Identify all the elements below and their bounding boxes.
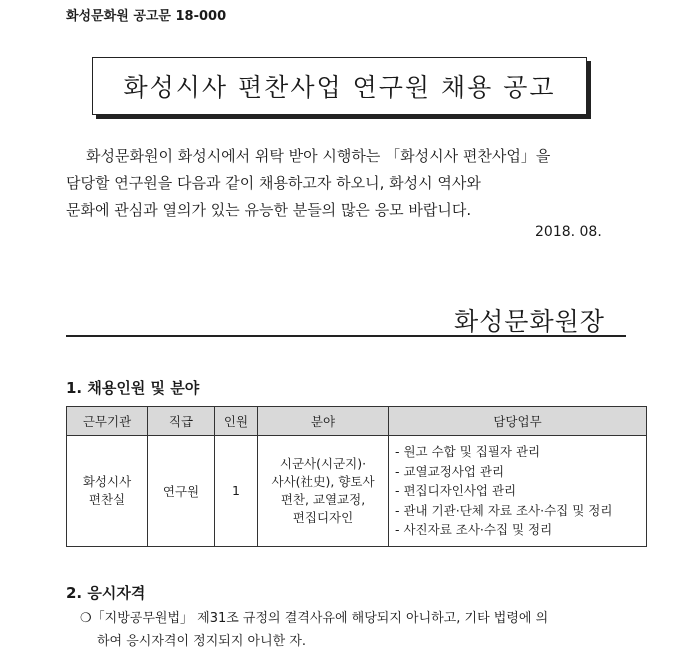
table-header-row: [67, 407, 647, 436]
duty-item: - 편집디자인사업 관리: [395, 483, 517, 498]
field-line: 편찬, 교열교정,: [280, 491, 366, 507]
eligibility-text: [80, 607, 640, 653]
header-field: 분야: [258, 407, 389, 436]
field-line: 편집디자인: [292, 509, 354, 525]
org-line: 편찬실: [88, 491, 126, 507]
doc-number: 화성문화원 공고문 18-000: [66, 9, 227, 24]
eligibility-line: [80, 607, 640, 630]
cell-count: 1: [215, 436, 258, 547]
page-title: 화성시사 편찬사업 연구원 채용 공고: [123, 73, 556, 102]
eligibility-line: 하여 응시자격이 정지되지 아니한 자.: [97, 634, 307, 649]
cell-duties: [389, 436, 647, 547]
intro-line: 담당할 연구원을 다음과 같이 채용하고자 하오니, 화성시 역사와: [66, 174, 481, 192]
header-org: 근무기관: [67, 407, 148, 436]
duty-item: - 교열교정사업 관리: [395, 463, 505, 479]
cell-field: [258, 436, 389, 547]
issuer-name: 화성문화원장: [454, 307, 605, 336]
duty-item: - 원고 수합 및 집필자 관리: [395, 444, 541, 459]
eligibility-line-text: 「지방공무원법」 제31조 규정의 결격사유에 해당되지 아니하고, 기타 법령에 의: [91, 611, 549, 626]
section-heading-eligibility: 2. 응시자격: [66, 584, 146, 602]
header-duties: 담당업무: [389, 407, 647, 436]
field-line: 사사(社史), 향토사: [271, 473, 375, 489]
table-row: [67, 436, 647, 547]
field-line: 시군사(시군지)·: [279, 455, 367, 471]
org-line: 화성시사: [82, 473, 132, 489]
intro-line: 문화에 관심과 열의가 있는 유능한 분들의 많은 응모 바랍니다.: [66, 201, 472, 219]
issuer-rule: [66, 335, 626, 337]
header-rank: 직급: [148, 407, 215, 436]
header-count: 인원: [215, 407, 258, 436]
cell-org: [67, 436, 148, 547]
section-heading-recruitment: 1. 채용인원 및 분야: [66, 379, 200, 397]
recruitment-table: [66, 406, 647, 547]
cell-rank: 연구원: [148, 436, 215, 547]
notice-date: 2018. 08.: [535, 224, 602, 240]
intro-paragraph: [66, 143, 636, 224]
intro-line: 화성문화원이 화성시에서 위탁 받아 시행하는 「화성시사 편찬사업」을: [86, 147, 551, 165]
duty-item: - 관내 기관·단체 자료 조사·수집 및 정리: [395, 502, 613, 518]
circle-bullet-icon: ❍: [80, 611, 92, 626]
title-box: [92, 57, 587, 115]
duty-item: - 사진자료 조사·수집 및 정리: [395, 522, 553, 537]
